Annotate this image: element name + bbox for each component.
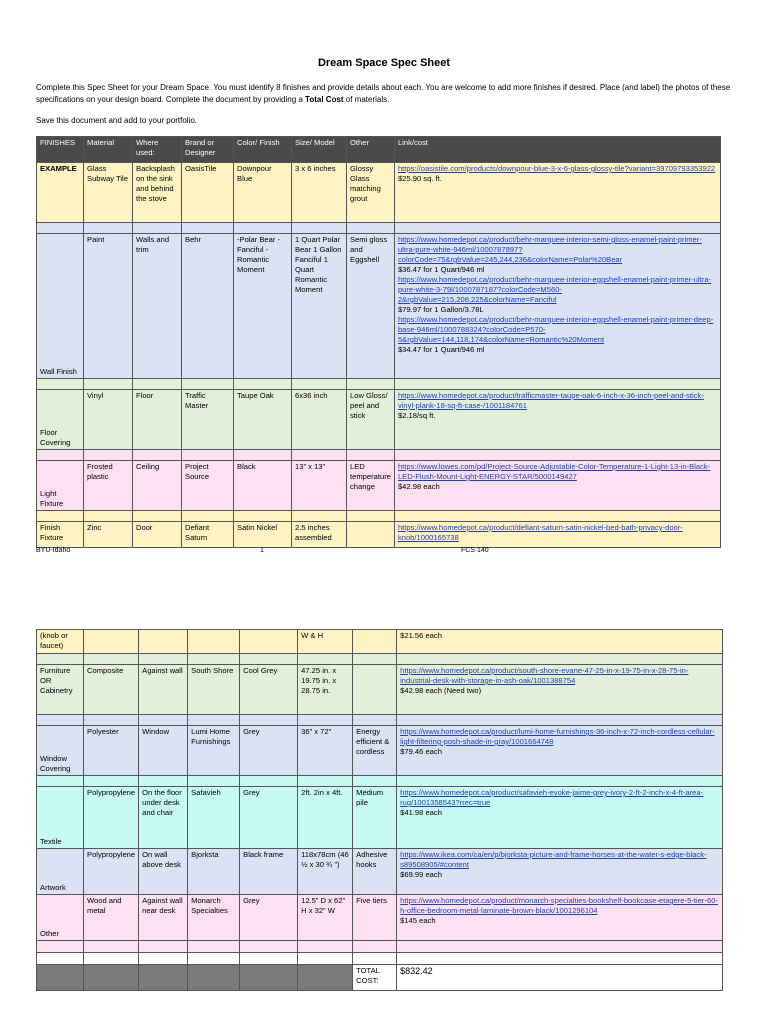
cost-text: $79.97 for 1 Gallon/3.78L [397,305,484,314]
cell-brand: OasisTile [182,163,234,223]
cell-link [397,665,723,715]
cell-finish: Textile [37,787,84,849]
cell-brand: Project Source [182,461,234,511]
cell-finish: (knob or faucet) [37,630,84,654]
cell-other [347,522,395,548]
cell-brand: Behr [182,234,234,379]
table-row-spacer [37,379,721,390]
cell-other: Energy efficient & cordless [353,726,397,776]
cell-link [394,390,720,450]
page-break [0,575,768,628]
cell-material: Composite [84,665,139,715]
cell-other: Five tiers [353,895,397,941]
table-row-finish-fixture [37,522,721,548]
table-row-light-fixture [37,461,721,511]
cell-finish: Artwork [37,849,84,895]
product-link[interactable]: https://www.homedepot.ca/product/south-shore-evane-47-25-in-x-19-75-in-x-28-75-in-industrial-desk-with-storage-in-ash-oak/1001388754 [400,666,689,685]
cost-text: $79.46 each [400,747,442,756]
product-link[interactable]: https://www.homedepot.ca/product/safavieh-evoke-jaime-grey-ivory-2-ft-2-inch-x-4-ft-area-rug/1001358543?rrec=true [400,788,704,807]
cost-text: $36.47 for 1 Quart/946 ml [397,265,485,274]
cell-other [353,665,397,715]
cost-text: $34.47 for 1 Quart/946 ml [397,345,485,354]
cell-link [397,895,723,941]
cell-where: Window [139,726,188,776]
cell-finish: Window Covering [37,726,84,776]
intro-paragraph [36,82,736,106]
save-note: Save this document and add to your portfolio. [36,116,197,125]
cell-size: 2ft. 2in x 4ft. [298,787,353,849]
table-row-spacer [37,776,723,787]
cell-where: Door [133,522,182,548]
product-link[interactable]: https://oasistile.com/products/downpour-blue-3-x-6-glass-glossy-tile?variant=39709793353922 [397,164,716,173]
product-link[interactable]: https://www.homedepot.ca/product/monarch-specialties-bookshelf-bookcase-etagere-5-tier-60-h-office-bedroom-metal-laminate-brown-black/1001296104 [400,896,718,915]
cell-link [394,461,720,511]
product-link[interactable]: https://www.lowes.com/pd/Project-Source-Adjustable-Color-Temperature-1-Light-13-in-Black-LED-Flush-Mount-Light-ENERGY-STAR/5000149427 [397,462,711,481]
cell-size: 6x36 inch [292,390,347,450]
cell-other: Glossy Glass matching grout [347,163,395,223]
cost-text: $145 each [400,916,436,925]
cell-other: LED temperature change [347,461,395,511]
header-where: Where used: [133,137,182,163]
cell-size: 47.25 in. x 19.75 in. x 28.75 in. [298,665,353,715]
cell-color: Black frame [240,849,298,895]
cell-link [397,849,723,895]
table-row-finish-fixture-cont [37,630,723,654]
cell-color: Taupe Oak [234,390,292,450]
cell-where: Against wall [139,665,188,715]
cell-size: 36” x 72” [298,726,353,776]
cell-size: 12.5” D x 62” H x 32” W [298,895,353,941]
total-cost-label: TOTAL COST: [353,965,397,991]
cell-where: Against wall near desk [139,895,188,941]
product-link[interactable]: https://www.homedepot.ca/product/defiant-saturn-satin-nickel-bed-bath-privacy-door-knob/1000165738 [397,523,683,542]
header-brand: Brand or Designer [182,137,234,163]
cell-where: Backsplash on the sink and behind the stove [133,163,182,223]
cell-material: Frosted plastic [84,461,133,511]
cell-brand: Traffic Master [182,390,234,450]
header-size: Size/ Model [292,137,347,163]
footer-right: FCS 140 [461,547,489,554]
footer-left: BYU-Idaho [36,547,71,554]
cell-brand: Safavieh [188,787,240,849]
cell-finish: Finish Fixture [37,522,84,548]
table-row-spacer [37,450,721,461]
cell-where: Walls and trim [133,234,182,379]
cost-text: $25.90 sq. ft. [397,174,442,183]
cell-link [394,522,720,548]
cell-brand: South Shore [188,665,240,715]
cell-finish: Other [37,895,84,941]
intro-text-2: of materials. [343,95,390,104]
product-link[interactable]: https://www.homedepot.ca/product/behr-marquee-interior-eggshell-enamel-paint-primer-ultra-pure-white-3-79l/1000787187?colorCode=M560-2&rgbValue=215,208,225&colorName=Fanciful [397,275,712,304]
cell-brand: Bjorksta [188,849,240,895]
cell-where: Ceiling [133,461,182,511]
cell-material: Zinc [84,522,133,548]
cell-other: Low Gloss/ peel and stick [347,390,395,450]
cell-size: 2.5 inches assembled [292,522,347,548]
cell-color: Grey [240,787,298,849]
table-row-spacer [37,715,723,726]
cell-where: Floor [133,390,182,450]
cost-text: $42.98 each [397,482,440,491]
cell-size: W & H [298,630,353,654]
intro-total-cost: Total Cost [305,95,344,104]
header-finishes: FINISHES [37,137,84,163]
table-row-textile [37,787,723,849]
cell-finish: Light Fixture [37,461,84,511]
cell-brand: Monarch Specialties [188,895,240,941]
cell-color: Black [234,461,292,511]
page-title: Dream Space Spec Sheet [317,57,451,69]
cell-where: On wall above desk [139,849,188,895]
footer-page-number: 1 [260,547,264,554]
cell-color: Satin Nickel [234,522,292,548]
cell-material: Polypropylene [84,849,139,895]
cost-text: $2.18/sq ft. [397,411,436,420]
cell-color: Grey [240,726,298,776]
cell-link [397,630,723,654]
table-row-furniture [37,665,723,715]
cell-finish: Floor Covering [37,390,84,450]
header-row [37,137,721,163]
cell-link [397,726,723,776]
table-row-spacer [37,941,723,953]
cell-other: Semi gloss and Eggshell [347,234,395,379]
cost-text: $42.98 each (Need two) [400,686,482,695]
cell-link [397,787,723,849]
total-cost-value: $832.42 [397,965,723,991]
cell-link [394,163,720,223]
header-other: Other [347,137,395,163]
table-row-spacer [37,953,723,965]
product-link[interactable]: https://www.homedepot.ca/product/behr-marquee-interior-eggshell-enamel-paint-primer-deep-base-946ml/1000788324?colorCode=P570-5&rgbValue=144,118,174&colorName=Romantic%20Moment [397,315,714,344]
cell-color: Downpour Blue [234,163,292,223]
product-link[interactable]: https://www.homedepot.ca/product/behr-marquee-interior-semi-gloss-enamel-paint-primer-ultra-pure-white-946ml/1000787897?colorCode=75&rgbValue=245,244,236&colorName=Polar%20Bear [397,235,702,264]
product-link[interactable]: https://www.ikea.com/ca/en/p/bjorksta-picture-and-frame-horses-at-the-water-s-edge-black-s89508905/#content [400,850,707,869]
product-link[interactable]: https://www.homedepot.ca/product/trafficmaster-taupe-oak-6-inch-x-36-inch-peel-and-stick-vinyl-plank-18-sq-ft-case-/1001184761 [397,391,704,410]
cell-material: Wood and metal [84,895,139,941]
spec-table-page-1 [36,136,721,548]
header-color: Color/ Finish [234,137,292,163]
cell-brand: Lumi Home Furnishings [188,726,240,776]
header-link: Link/cost [394,137,720,163]
cell-where: On the floor under desk and chair [139,787,188,849]
cell-size: 1 Quart Polar Bear 1 Gallon Fanciful 1 Quart Romantic Moment [292,234,347,379]
table-row-spacer [37,223,721,234]
cell-material: Glass Subway Tile [84,163,133,223]
header-material: Material [84,137,133,163]
spec-table-page-2 [36,629,723,991]
cell-color: -Polar Bear - Fanciful -Romantic Moment [234,234,292,379]
cell-finish: EXAMPLE [37,163,84,223]
table-row-wall-finish [37,234,721,379]
cell-other: Adhesive hooks [353,849,397,895]
cell-finish: Wall Finish [37,234,84,379]
cell-color: Cool Grey [240,665,298,715]
cell-color: Grey [240,895,298,941]
cell-brand: Defiant Saturn [182,522,234,548]
cell-material: Vinyl [84,390,133,450]
cost-text: $21.56 each [400,631,442,640]
product-link[interactable]: https://www.homedepot.ca/product/lumi-home-furnishings-36-inch-x-72-inch-cordless-cellular-light-filtering-posh-shade-in-gray/1001664748 [400,727,715,746]
cell-material: Paint [84,234,133,379]
cell-other: Medium pile [353,787,397,849]
table-row-spacer [37,511,721,522]
cell-link [394,234,720,379]
table-row-example [37,163,721,223]
table-row-artwork [37,849,723,895]
cell-size: 13” x 13” [292,461,347,511]
cost-text: $69.99 each [400,870,442,879]
table-row-total [37,965,723,991]
table-row-window-covering [37,726,723,776]
cell-size: 3 x 6 inches [292,163,347,223]
cell-size: 118x78cm (46 ½ x 30 ¾ ”) [298,849,353,895]
cost-text: $41.98 each [400,808,442,817]
table-row-floor-covering [37,390,721,450]
table-row-other [37,895,723,941]
table-row-spacer [37,654,723,665]
cell-finish: Furniture OR Cabinetry [37,665,84,715]
cell-material: Polyester [84,726,139,776]
cell-material: Polypropylene [84,787,139,849]
intro-text-1: Complete this Spec Sheet for your Dream Space. You must identify 8 finishes and provide details about each. You are welcome to add more finishes if desired. Place (and label) the photos of these specifications on your design board. Complete the document by providing a [36,83,731,104]
